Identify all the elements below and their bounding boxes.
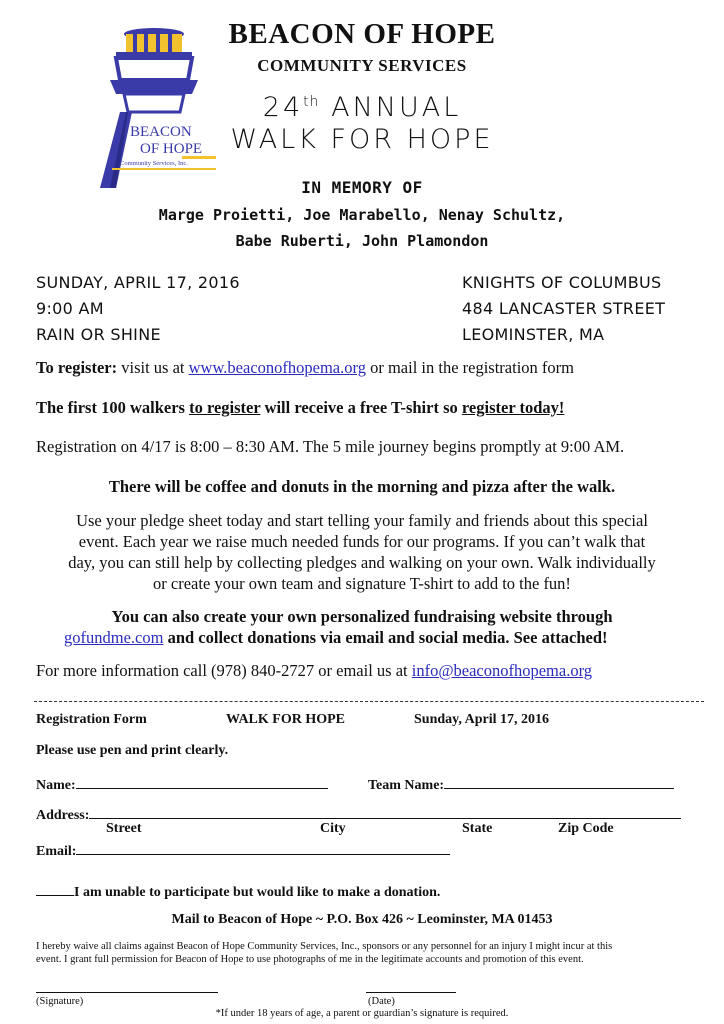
cut-line-divider: [34, 701, 704, 702]
memory-names-line-1: Marge Proietti, Joe Marabello, Nenay Schultz,: [158, 206, 566, 224]
pledge-line-1: Use your pledge sheet today and start telling your family and friends about this special: [76, 511, 648, 530]
event-date: SUNDAY, APRIL 17, 2016: [36, 273, 240, 292]
contact-pre: For more information call (978) 840-2727 or email us at: [36, 661, 412, 680]
register-line: [36, 358, 574, 378]
event-weather: RAIN OR SHINE: [36, 325, 161, 344]
fund-line-2: [0, 627, 724, 648]
fund-line-1: You can also create your own personalized fundraising website through: [111, 607, 613, 626]
donation-checkbox-blank[interactable]: [36, 881, 74, 896]
date-line[interactable]: [366, 992, 456, 993]
free-pre: The first 100 walkers: [36, 398, 190, 417]
event-title: WALK FOR HOPE: [230, 124, 494, 155]
signature-caption: (Signature): [36, 996, 84, 1007]
form-event-name: WALK FOR HOPE: [226, 712, 346, 727]
donation-label: I am unable to participate but would like to make a donation.: [74, 885, 441, 900]
register-pre: visit us at: [117, 358, 189, 377]
website-link[interactable]: www.beaconofhopema.org: [188, 358, 366, 377]
location-city: LEOMINSTER, MA: [462, 325, 605, 344]
street-caption: Street: [106, 821, 142, 836]
name-label: Name:: [36, 778, 76, 793]
registration-time: Registration on 4/17 is 8:00 – 8:30 AM. The 5 mile journey begins promptly at 9:00 AM.: [36, 437, 625, 456]
date-caption: (Date): [368, 996, 395, 1007]
state-caption: State: [462, 821, 493, 836]
pledge-paragraph: [20, 510, 704, 594]
email-label: Email:: [36, 844, 77, 859]
donation-option[interactable]: [36, 881, 440, 901]
coffee-line: There will be coffee and donuts in the morning and pizza after the walk.: [108, 477, 616, 496]
event-time: 9:00 AM: [36, 299, 104, 318]
annual-suffix: th: [303, 94, 320, 110]
signature-line[interactable]: [36, 992, 218, 993]
register-label: To register:: [36, 358, 118, 377]
free-mid: will receive a free T-shirt so: [260, 398, 462, 417]
org-subtitle: COMMUNITY SERVICES: [257, 56, 467, 75]
free-tshirt-line: [36, 398, 564, 418]
contact-line: [36, 661, 592, 681]
minor-note: *If under 18 years of age, a parent or guardian’s signature is required.: [215, 1008, 509, 1019]
team-name-label: Team Name:: [368, 778, 445, 793]
annual-heading: [200, 92, 524, 123]
pledge-line-2: event. Each year we raise much needed funds for our programs. If you can’t walk that: [78, 532, 646, 551]
mailing-address: Mail to Beacon of Hope ~ P.O. Box 426 ~ Leominster, MA 01453: [171, 912, 553, 927]
city-caption: City: [320, 821, 346, 836]
fund-line-2-text: and collect donations via email and social media. See attached!: [163, 628, 608, 647]
register-post: or mail in the registration form: [365, 358, 574, 377]
lantern-icon: [116, 28, 192, 58]
memory-heading: IN MEMORY OF: [301, 178, 423, 197]
logo-text-beacon: BEACON: [130, 124, 192, 140]
email-link[interactable]: info@beaconofhopema.org: [411, 661, 593, 680]
free-underline-2: register today!: [461, 398, 565, 417]
address-blank[interactable]: [89, 804, 681, 819]
pledge-line-3: day, you can still help by collecting pledges and walking on your own. Walk individually: [68, 553, 656, 572]
email-blank[interactable]: [76, 840, 450, 855]
memory-names-line-2: Babe Ruberti, John Plamondon: [235, 232, 489, 250]
waiver-line-1: I hereby waive all claims against Beacon of Hope Community Services, Inc., sponsors or any personnel for an injury I might incur at this: [36, 941, 613, 952]
team-name-blank[interactable]: [444, 774, 674, 789]
free-underline-1: to register: [189, 398, 261, 417]
waiver-text: [36, 940, 712, 966]
pledge-line-4: or create your own team and signature T-shirt to add to the fun!: [153, 574, 571, 593]
name-field[interactable]: [36, 774, 328, 794]
address-label: Address:: [36, 808, 90, 823]
logo-text-ofhope: OF HOPE: [140, 141, 203, 157]
form-label: Registration Form: [36, 712, 147, 727]
event-date-time: [36, 270, 240, 348]
waiver-line-2: event. I grant full permission for Beacon of Hope to use photographs of me in the legitimate accounts and promotion of this event.: [36, 954, 584, 965]
gofundme-link[interactable]: gofundme.com: [64, 628, 164, 647]
annual-word: ANNUAL: [331, 92, 462, 123]
annual-number: 24: [262, 92, 304, 123]
fundraising-paragraph: [0, 606, 724, 648]
location-street: 484 LANCASTER STREET: [462, 299, 666, 318]
event-location: [462, 270, 665, 348]
org-title: BEACON OF HOPE: [228, 18, 496, 50]
zip-caption: Zip Code: [558, 821, 614, 836]
name-blank[interactable]: [76, 774, 328, 789]
form-instructions: Please use pen and print clearly.: [36, 743, 229, 758]
location-name: KNIGHTS OF COLUMBUS: [462, 273, 662, 292]
team-name-field[interactable]: [368, 774, 674, 794]
form-event-date: Sunday, April 17, 2016: [414, 712, 549, 727]
email-field[interactable]: [36, 840, 450, 860]
logo-text-community: Community Services, Inc.: [120, 160, 188, 167]
